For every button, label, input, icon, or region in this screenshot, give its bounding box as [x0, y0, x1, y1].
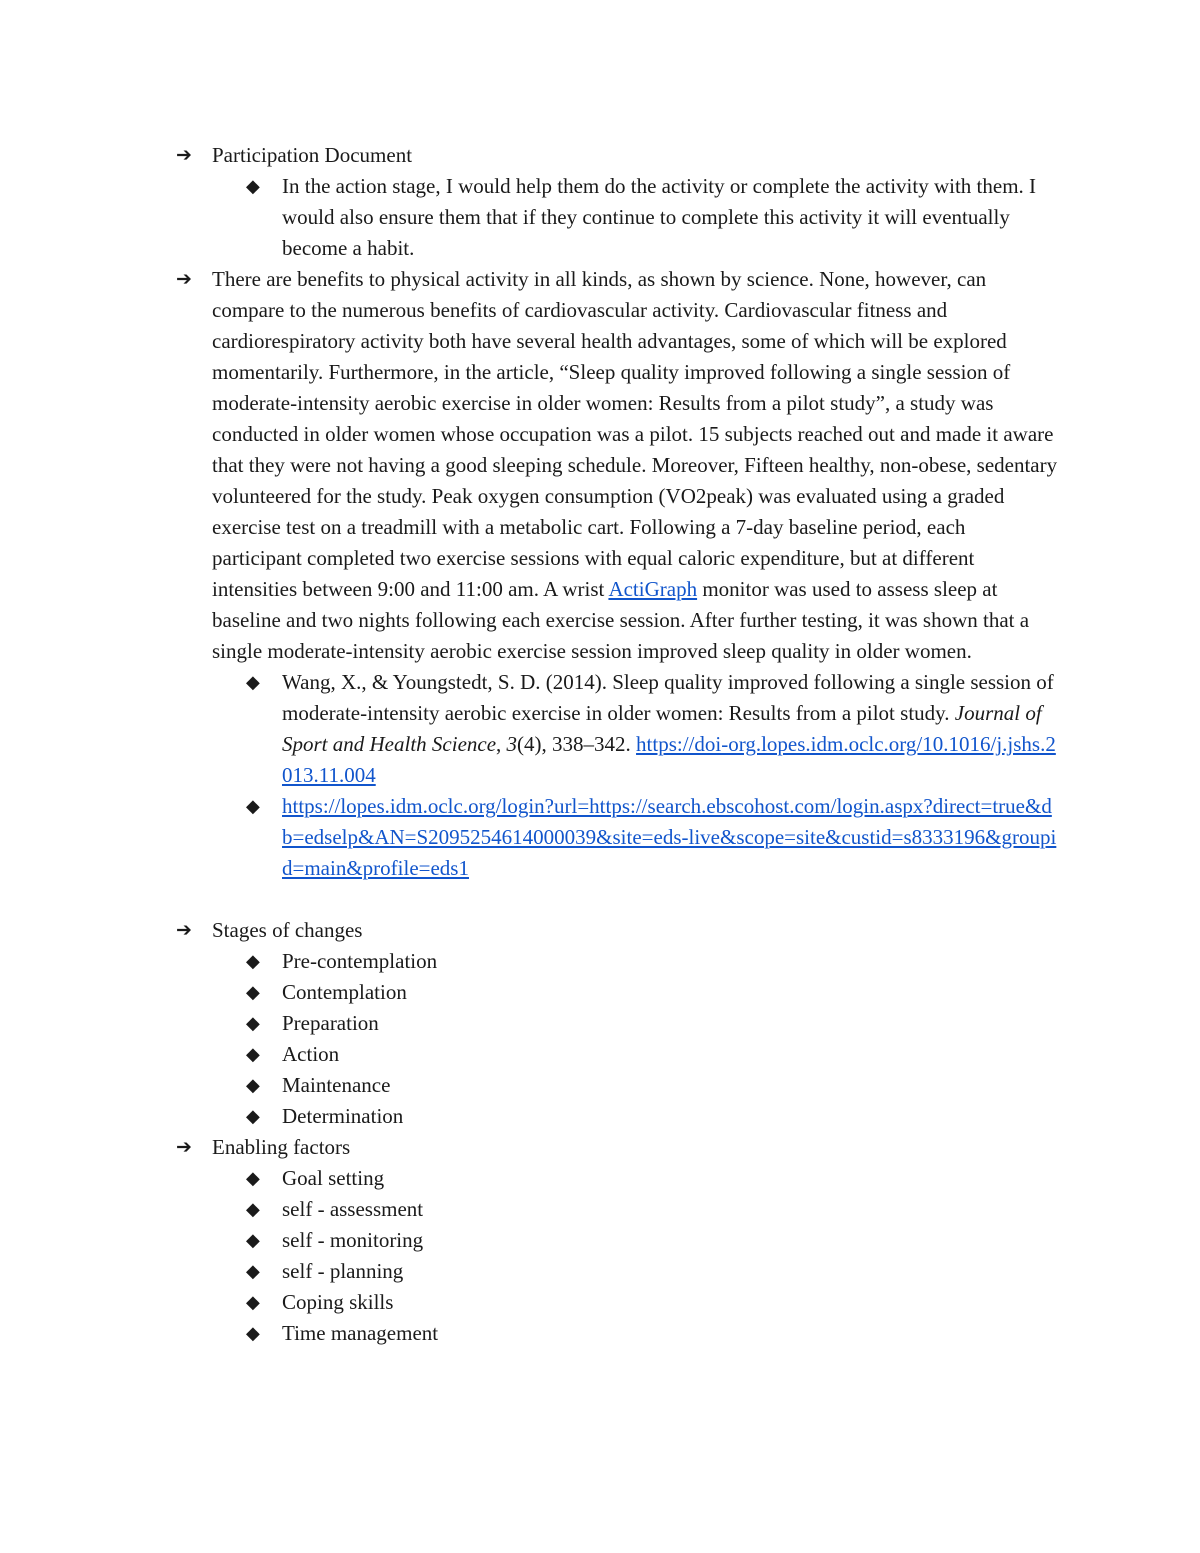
list-item-enabling	[0, 1132, 1060, 1163]
benefits-paragraph	[212, 264, 1060, 667]
stage-item	[0, 1101, 1060, 1132]
benefits-text-2: monitor was used to assess sleep at baseline and two nights following each exercise session. After further testing, it was shown that a single moderate-intensity aerobic exercise session improved sleep quality in older women.	[212, 577, 1030, 663]
diamond-bullet-icon: ◆	[246, 1230, 260, 1251]
citation-authors-title: Wang, X., & Youngstedt, S. D. (2014). Sleep quality improved following a single session of moderate-intensity aerobic exercise in older women: Results from a pilot study.	[282, 670, 1054, 725]
stage-item	[0, 1070, 1060, 1101]
stages-title: Stages of changes	[212, 918, 363, 942]
enabling-label: self - monitoring	[282, 1228, 424, 1252]
list-item-participation	[0, 140, 1060, 171]
stage-label: Action	[282, 1042, 340, 1066]
list-item-citation	[0, 667, 1060, 791]
diamond-bullet-icon: ◆	[246, 672, 260, 693]
participation-description: In the action stage, I would help them do the activity or complete the activity with them. I would also ensure them that if they continue to complete this activity it will eventually become a habit.	[282, 174, 1037, 260]
list-item-stages	[0, 915, 1060, 946]
enabling-item	[0, 1194, 1060, 1225]
arrow-bullet-icon: ➔	[176, 268, 192, 290]
diamond-bullet-icon: ◆	[246, 176, 260, 197]
stage-label: Maintenance	[282, 1073, 391, 1097]
enabling-label: Goal setting	[282, 1166, 385, 1190]
document-page	[0, 140, 1200, 1349]
arrow-bullet-icon: ➔	[176, 919, 192, 941]
list-item-participation-sub	[0, 171, 1060, 264]
diamond-bullet-icon: ◆	[246, 796, 260, 817]
stage-item	[0, 977, 1060, 1008]
diamond-bullet-icon: ◆	[246, 1199, 260, 1220]
enabling-label: Time management	[282, 1321, 439, 1345]
enabling-label: self - planning	[282, 1259, 404, 1283]
enabling-item	[0, 1225, 1060, 1256]
enabling-item	[0, 1256, 1060, 1287]
enabling-label: self - assessment	[282, 1197, 424, 1221]
diamond-bullet-icon: ◆	[246, 1044, 260, 1065]
stage-label: Pre-contemplation	[282, 949, 438, 973]
diamond-bullet-icon: ◆	[246, 1075, 260, 1096]
actigraph-link[interactable]: ActiGraph	[608, 577, 698, 601]
stage-label: Determination	[282, 1104, 404, 1128]
arrow-bullet-icon: ➔	[176, 144, 192, 166]
stage-item	[0, 1039, 1060, 1070]
stage-label: Preparation	[282, 1011, 379, 1035]
stage-item	[0, 1008, 1060, 1039]
url-text	[282, 791, 1060, 884]
stage-label: Contemplation	[282, 980, 407, 1004]
blank-line	[0, 884, 1200, 915]
citation-pages: (4), 338–342.	[517, 732, 637, 756]
enabling-item	[0, 1163, 1060, 1194]
diamond-bullet-icon: ◆	[246, 1168, 260, 1189]
diamond-bullet-icon: ◆	[246, 1323, 260, 1344]
arrow-bullet-icon: ➔	[176, 1136, 192, 1158]
enabling-label: Coping skills	[282, 1290, 394, 1314]
citation-volume: 3	[506, 732, 518, 756]
benefits-text-1: There are benefits to physical activity in all kinds, as shown by science. None, however, can compare to the numerous benefits of cardiovascular activity. Cardiovascular fitness and cardiorespiratory activity both have several health advantages, some of which will be explored momentarily. Furthermore, in the article, “Sleep quality improved following a single session of moderate-intensity aerobic exercise in older women: Results from a pilot study”, a study was conducted in older women whose occupation was a pilot. 15 subjects reached out and made it aware that they were not having a good sleeping schedule. Moreover, Fifteen healthy, non-obese, sedentary volunteered for the study. Peak oxygen consumption (VO2peak) was evaluated using a graded exercise test on a treadmill with a metabolic cart. Following a 7-day baseline period, each participant completed two exercise sessions with equal caloric expenditure, but at different intensities between 9:00 and 11:00 am. A wrist	[212, 267, 1058, 601]
enabling-title: Enabling factors	[212, 1135, 351, 1159]
participation-title: Participation Document	[212, 143, 413, 167]
list-item-benefits	[0, 264, 1060, 667]
diamond-bullet-icon: ◆	[246, 1261, 260, 1282]
diamond-bullet-icon: ◆	[246, 1013, 260, 1034]
enabling-item	[0, 1287, 1060, 1318]
diamond-bullet-icon: ◆	[246, 982, 260, 1003]
enabling-item	[0, 1318, 1060, 1349]
list-item-url	[0, 791, 1060, 884]
citation-sep: ,	[496, 732, 507, 756]
diamond-bullet-icon: ◆	[246, 1106, 260, 1127]
diamond-bullet-icon: ◆	[246, 951, 260, 972]
stage-item	[0, 946, 1060, 977]
ebsco-link[interactable]: https://lopes.idm.oclc.org/login?url=https://search.ebscohost.com/login.aspx?direct=true&db=edselp&AN=S2095254614000039&site=eds-live&scope=site&custid=s8333196&groupid=main&profile=eds1	[282, 794, 1057, 880]
citation-journal: Journal of Sport and Health Science	[282, 701, 1042, 756]
diamond-bullet-icon: ◆	[246, 1292, 260, 1313]
doi-link[interactable]: https://doi-org.lopes.idm.oclc.org/10.1016/j.jshs.2013.11.004	[282, 732, 1056, 787]
citation	[282, 667, 1060, 791]
